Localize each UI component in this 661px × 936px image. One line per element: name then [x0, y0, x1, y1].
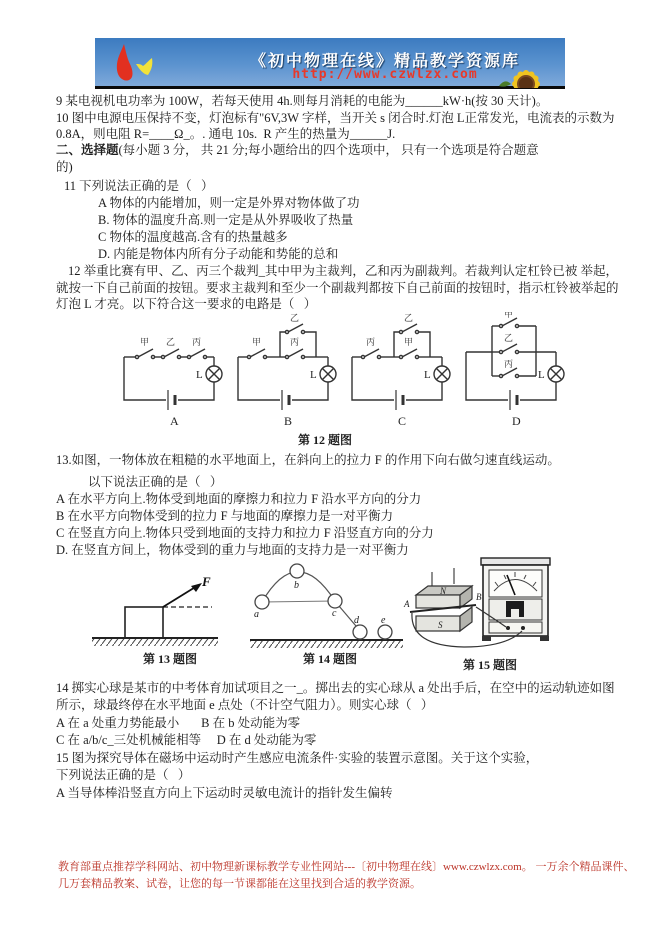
circuit-c-lamp-label: L	[424, 369, 431, 381]
circuit-d-switch1-label: 甲	[504, 312, 514, 319]
circuit-b-lamp-label: L	[310, 369, 317, 381]
circuit-a-switch2-label: 乙	[166, 337, 176, 347]
figure-15-north-pole-label: N	[440, 586, 447, 596]
circuit-b-letter: B	[284, 414, 293, 428]
sunflower-icon	[495, 58, 557, 93]
question-14-options-ab: A 在 a 处重力势能最小 B 在 b 处动能为零	[56, 716, 301, 730]
circuit-option-d	[458, 312, 568, 435]
question-11: 11 下列说法正确的是（ ）	[64, 179, 214, 193]
question-10-line1: 10 图中电源电压保持不变，灯泡标有"6V,3W 字样，当开关 s 闭合时.灯泡 L正常发光，电流表的示数为	[56, 111, 615, 125]
circuit-a-switch3-label: 丙	[192, 337, 202, 347]
circuit-c-top-switch-label: 乙	[404, 313, 414, 323]
question-13-line2: 以下说法正确的是（ ）	[88, 475, 223, 489]
question-12-line2: 就按一下自己前面的按钮。要求主裁判和至少一个副裁判都按下自己前面的按钮时，指示杠铃被举起的	[56, 281, 619, 295]
question-12-line3: 灯泡 L 才亮。以下符合这一要求的电路是（ ）	[56, 297, 317, 311]
circuit-a-lamp-label: L	[196, 369, 203, 381]
circuit-b-top-switch-label: 乙	[290, 313, 300, 323]
question-11-option-b: B. 物体的温度升高.则一定是从外界吸收了热量	[98, 213, 354, 227]
circuit-a-switch1-label: 甲	[140, 337, 150, 347]
figure-15-induction-setup	[402, 550, 557, 657]
circuit-b-main-switch-label: 丙	[290, 337, 300, 347]
figure-15-rod-end-b-label: B	[476, 592, 482, 602]
question-14-options-cd: C 在 a/b/c_三处机械能相等 D 在 d 处动能为零	[56, 733, 317, 747]
footer-line1: 教育部重点推荐学科网站、初中物理新课标教学专业性网站---〔初中物理在线〕www.czwlzx.com。 一万余个精品课件、	[58, 861, 635, 873]
question-15-line1: 15 图为探究导体在磁场中运动时产生感应电流条件·实验的装置示意图。关于这个实验，	[56, 751, 539, 765]
figure-12-caption: 第 12 题图	[297, 433, 352, 447]
section-2-line2: 的)	[56, 160, 73, 174]
question-13-option-b: B 在水平方向物体受到的拉力 F 与地面的摩擦力是一对平衡力	[56, 509, 394, 523]
figure-15-caption: 第 15 题图	[462, 658, 517, 672]
question-15-option-a: A 当导体棒沿竖直方向上下运动时灵敏电流计的指针发生偏转	[56, 786, 393, 800]
circuit-d-lamp-label: L	[538, 369, 545, 381]
question-14-line1: 14 掷实心球是某市的中考体育加试项目之一_。掷出去的实心球从 a 处出手后，在空中的运动轨迹如图	[56, 681, 615, 695]
circuit-c-main-switch-label: 甲	[404, 337, 414, 347]
question-13-option-c: C 在竖直方向上.物体只受到地面的支持力和拉力 F 沿竖直方向的分力	[56, 526, 434, 540]
question-14-line2: 所示，球最终停在水平地面 e 点处（不计空气阻力）。则实心球（ ）	[56, 698, 434, 712]
figure-14-trajectory	[248, 556, 408, 657]
circuit-d-switch2-label: 乙	[504, 333, 514, 343]
question-13-option-a: A 在水平方向上.物体受到地面的摩擦力和拉力 F 沿水平方向的分力	[56, 492, 422, 506]
question-11-option-d: D. 内能是物体内所有分子动能和势能的总和	[98, 247, 339, 261]
figure-14-caption: 第 14 题图	[302, 652, 357, 666]
question-15-line2: 下列说法正确的是（ ）	[56, 768, 191, 782]
figure-14-point-c-label: c	[332, 608, 337, 619]
question-9: 9 某电视机电功率为 100W，若每天使用 4h.则每月消耗的电能为______kW·h(按 30 天计)。	[56, 94, 549, 108]
figure-14-point-d-label: d	[354, 615, 359, 626]
figure-13-caption: 第 13 题图	[142, 652, 197, 666]
question-12-line1: 12 举重比赛有甲、乙、丙三个裁判_其中甲为主裁判，乙和丙为副裁判。若裁判认定杠铃已被 举起，	[68, 264, 619, 278]
figure-13-block-force	[90, 556, 220, 657]
banner-url: http://www.czwlzx.com	[292, 67, 478, 82]
question-11-option-a: A 物体的内能增加，则一定是外界对物体做了功	[98, 196, 360, 210]
circuit-c-series-switch-label: 丙	[366, 337, 376, 347]
circuit-option-c	[344, 312, 454, 435]
figure-14-point-a-label: a	[254, 609, 259, 620]
figure-15-south-pole-label: S	[438, 620, 443, 630]
circuit-d-letter: D	[512, 414, 521, 428]
question-10-line2: 0.8A，则电阻 R=____Ω_。. 通电 10s. R 产生的热量为______J.	[56, 127, 396, 141]
figure-13-force-label: F	[202, 574, 211, 589]
section-2-rest: (每小题 3 分， 共 21 分;每小题给出的四个选项中， 只有一个选项是符合题意	[118, 143, 539, 157]
circuit-d-switch3-label: 丙	[504, 359, 514, 369]
section-2-title: 二、选择题	[56, 143, 119, 157]
question-13-option-d: D. 在竖直方间上，物体受到的重力与地面的支持力是一对平衡力	[56, 543, 409, 557]
circuit-a-letter: A	[170, 414, 179, 428]
figure-15-rod-end-a-label: A	[404, 599, 410, 609]
circuit-option-a	[116, 312, 226, 435]
question-13-line1: 13.如图，一物体放在粗糙的水平地面上，在斜向上的拉力 F 的作用下向右做匀速直线运动。	[56, 453, 560, 467]
footer-line2: 几万套精品教案、试卷，让您的每一节课都能在这里找到合适的教学资源。	[58, 878, 421, 890]
section-2-heading-line	[56, 143, 539, 157]
figure-14-point-b-label: b	[294, 580, 299, 591]
figure-14-point-e-label: e	[381, 615, 386, 626]
circuit-c-letter: C	[398, 414, 407, 428]
banner-title: 《初中物理在线》精品教学资源库	[249, 53, 520, 70]
circuit-b-series-switch-label: 甲	[252, 337, 262, 347]
site-banner	[95, 38, 565, 89]
site-logo-icon	[110, 42, 162, 91]
question-11-option-c: C 物体的温度越高.含有的热量越多	[98, 230, 288, 244]
circuit-option-b	[230, 312, 340, 435]
